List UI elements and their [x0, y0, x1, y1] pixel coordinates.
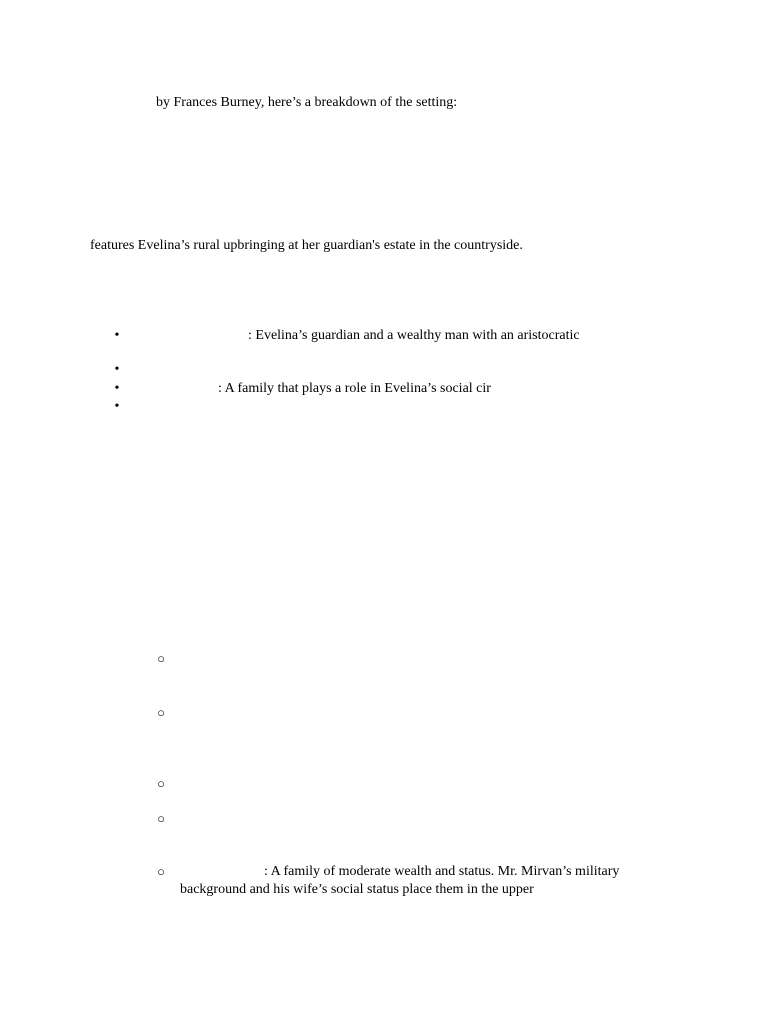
sub-bullet-marker: ○: [157, 811, 165, 826]
sub-bullet-marker: ○: [157, 651, 165, 666]
bullet-marker: •: [114, 362, 120, 377]
sub-bullet-marker: ○: [157, 864, 165, 879]
bullet-marker: •: [114, 381, 120, 396]
intro-text: by Frances Burney, here’s a breakdown of the setting:: [156, 95, 458, 110]
sub-bullet-marker: ○: [157, 705, 165, 720]
sub-list-item-continuation: background and his wife’s social status place them in the upper: [180, 882, 534, 897]
sub-bullet-marker: ○: [157, 776, 165, 791]
bullet-marker: •: [114, 328, 120, 343]
list-item-text: : Evelina’s guardian and a wealthy man with an aristocratic: [248, 328, 580, 343]
setting-text: features Evelina’s rural upbringing at her guardian's estate in the countryside.: [90, 238, 523, 253]
list-item-text: : A family that plays a role in Evelina’s social cir: [218, 381, 491, 396]
bullet-marker: •: [114, 399, 120, 414]
sub-list-item-text: : A family of moderate wealth and status. Mr. Mirvan’s military: [264, 864, 620, 879]
